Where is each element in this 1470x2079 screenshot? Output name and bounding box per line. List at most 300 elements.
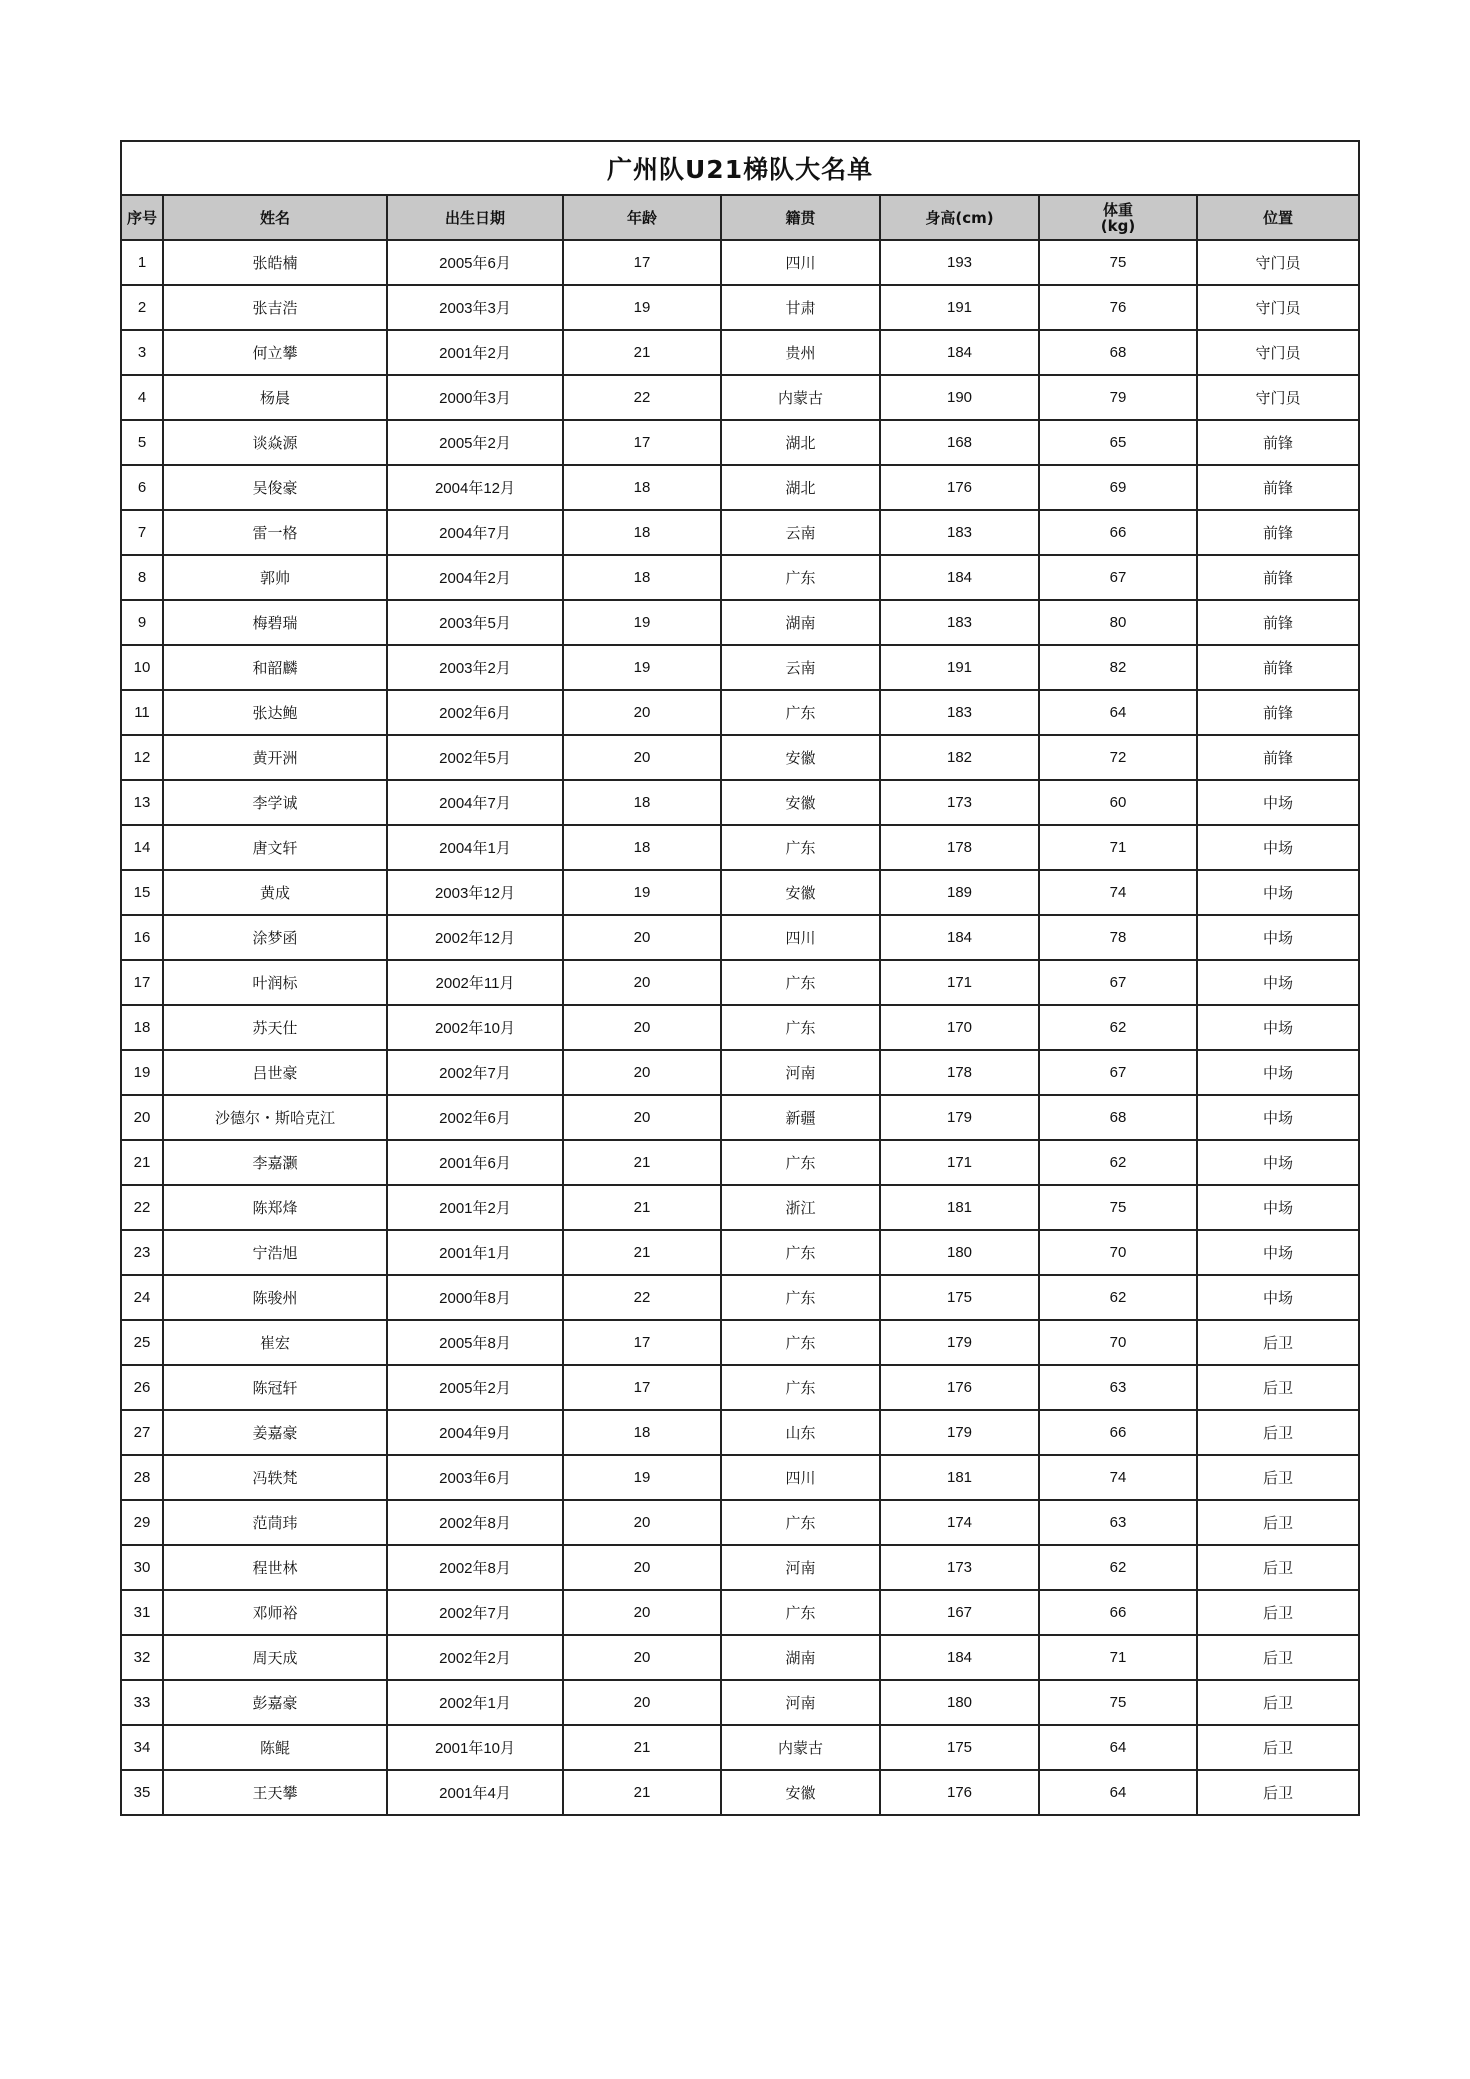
cell-origin: 贵州: [721, 330, 880, 375]
cell-age: 19: [563, 645, 721, 690]
cell-name: 李学诚: [163, 780, 387, 825]
cell-birth: 2003年6月: [387, 1455, 563, 1500]
column-header-birth: 出生日期: [387, 195, 563, 240]
cell-no: 11: [121, 690, 163, 735]
cell-height: 184: [880, 915, 1039, 960]
cell-origin: 安徽: [721, 780, 880, 825]
cell-height: 176: [880, 1770, 1039, 1815]
cell-no: 13: [121, 780, 163, 825]
cell-no: 2: [121, 285, 163, 330]
cell-origin: 河南: [721, 1050, 880, 1095]
cell-weight: 62: [1039, 1140, 1197, 1185]
cell-name: 何立攀: [163, 330, 387, 375]
table-row: [121, 555, 1359, 600]
cell-age: 20: [563, 1545, 721, 1590]
cell-position: 中场: [1197, 870, 1359, 915]
cell-weight: 78: [1039, 915, 1197, 960]
table-row: [121, 1320, 1359, 1365]
cell-weight: 62: [1039, 1545, 1197, 1590]
cell-height: 183: [880, 600, 1039, 645]
cell-height: 178: [880, 825, 1039, 870]
cell-no: 24: [121, 1275, 163, 1320]
cell-no: 18: [121, 1005, 163, 1050]
cell-birth: 2003年12月: [387, 870, 563, 915]
cell-height: 170: [880, 1005, 1039, 1050]
cell-origin: 广东: [721, 1590, 880, 1635]
cell-age: 18: [563, 510, 721, 555]
table-row: [121, 1590, 1359, 1635]
cell-position: 后卫: [1197, 1365, 1359, 1410]
cell-position: 中场: [1197, 1185, 1359, 1230]
cell-position: 中场: [1197, 1095, 1359, 1140]
cell-name: 苏天仕: [163, 1005, 387, 1050]
table-row: [121, 1725, 1359, 1770]
cell-birth: 2002年7月: [387, 1590, 563, 1635]
cell-origin: 广东: [721, 1005, 880, 1050]
cell-no: 17: [121, 960, 163, 1005]
cell-origin: 河南: [721, 1680, 880, 1725]
table-row: [121, 1275, 1359, 1320]
cell-name: 吕世豪: [163, 1050, 387, 1095]
cell-no: 28: [121, 1455, 163, 1500]
cell-age: 22: [563, 1275, 721, 1320]
cell-no: 25: [121, 1320, 163, 1365]
cell-weight: 69: [1039, 465, 1197, 510]
cell-weight: 71: [1039, 825, 1197, 870]
cell-name: 谈焱源: [163, 420, 387, 465]
cell-weight: 64: [1039, 690, 1197, 735]
column-header-position: 位置: [1197, 195, 1359, 240]
cell-birth: 2003年2月: [387, 645, 563, 690]
cell-origin: 云南: [721, 510, 880, 555]
cell-height: 184: [880, 1635, 1039, 1680]
cell-birth: 2003年3月: [387, 285, 563, 330]
cell-birth: 2000年8月: [387, 1275, 563, 1320]
cell-age: 19: [563, 600, 721, 645]
table-row: [121, 1050, 1359, 1095]
table-row: [121, 375, 1359, 420]
cell-origin: 广东: [721, 960, 880, 1005]
cell-age: 19: [563, 870, 721, 915]
table-row: [121, 1095, 1359, 1140]
cell-weight: 75: [1039, 240, 1197, 285]
cell-no: 6: [121, 465, 163, 510]
cell-height: 176: [880, 1365, 1039, 1410]
cell-no: 10: [121, 645, 163, 690]
cell-height: 179: [880, 1320, 1039, 1365]
cell-weight: 67: [1039, 555, 1197, 600]
cell-origin: 四川: [721, 915, 880, 960]
cell-no: 26: [121, 1365, 163, 1410]
cell-height: 180: [880, 1230, 1039, 1275]
cell-weight: 72: [1039, 735, 1197, 780]
column-header-name: 姓名: [163, 195, 387, 240]
cell-position: 后卫: [1197, 1500, 1359, 1545]
cell-position: 中场: [1197, 1005, 1359, 1050]
cell-height: 181: [880, 1455, 1039, 1500]
cell-birth: 2004年2月: [387, 555, 563, 600]
cell-origin: 湖南: [721, 600, 880, 645]
cell-height: 179: [880, 1095, 1039, 1140]
cell-origin: 湖南: [721, 1635, 880, 1680]
cell-height: 179: [880, 1410, 1039, 1455]
cell-position: 中场: [1197, 780, 1359, 825]
cell-weight: 64: [1039, 1770, 1197, 1815]
table-row: [121, 645, 1359, 690]
cell-name: 陈冠轩: [163, 1365, 387, 1410]
cell-age: 17: [563, 420, 721, 465]
cell-position: 后卫: [1197, 1410, 1359, 1455]
cell-origin: 新疆: [721, 1095, 880, 1140]
roster-table: [120, 140, 1360, 1816]
cell-age: 17: [563, 1320, 721, 1365]
title-row: [121, 141, 1359, 195]
cell-weight: 82: [1039, 645, 1197, 690]
cell-origin: 广东: [721, 1365, 880, 1410]
table-row: [121, 1680, 1359, 1725]
cell-name: 陈鲲: [163, 1725, 387, 1770]
cell-no: 19: [121, 1050, 163, 1095]
header-row: [121, 195, 1359, 240]
cell-weight: 66: [1039, 1410, 1197, 1455]
cell-weight: 62: [1039, 1005, 1197, 1050]
cell-name: 郭帅: [163, 555, 387, 600]
cell-name: 张吉浩: [163, 285, 387, 330]
cell-position: 后卫: [1197, 1590, 1359, 1635]
cell-height: 182: [880, 735, 1039, 780]
cell-origin: 湖北: [721, 465, 880, 510]
table-row: [121, 870, 1359, 915]
table-row: [121, 1410, 1359, 1455]
cell-no: 12: [121, 735, 163, 780]
cell-weight: 76: [1039, 285, 1197, 330]
cell-weight: 65: [1039, 420, 1197, 465]
cell-name: 和韶麟: [163, 645, 387, 690]
cell-weight: 80: [1039, 600, 1197, 645]
cell-name: 张达鲍: [163, 690, 387, 735]
cell-weight: 67: [1039, 960, 1197, 1005]
cell-birth: 2002年7月: [387, 1050, 563, 1095]
cell-age: 18: [563, 1410, 721, 1455]
cell-position: 中场: [1197, 1230, 1359, 1275]
table-row: [121, 1140, 1359, 1185]
cell-no: 16: [121, 915, 163, 960]
cell-name: 邓师裕: [163, 1590, 387, 1635]
cell-position: 中场: [1197, 1275, 1359, 1320]
cell-name: 彭嘉豪: [163, 1680, 387, 1725]
cell-birth: 2005年6月: [387, 240, 563, 285]
cell-birth: 2005年2月: [387, 1365, 563, 1410]
cell-weight: 66: [1039, 510, 1197, 555]
cell-origin: 云南: [721, 645, 880, 690]
cell-age: 21: [563, 1185, 721, 1230]
table-row: [121, 240, 1359, 285]
table-row: [121, 600, 1359, 645]
cell-position: 守门员: [1197, 330, 1359, 375]
cell-position: 守门员: [1197, 285, 1359, 330]
cell-age: 18: [563, 555, 721, 600]
cell-name: 吴俊豪: [163, 465, 387, 510]
cell-name: 黄开洲: [163, 735, 387, 780]
cell-origin: 广东: [721, 1320, 880, 1365]
cell-position: 中场: [1197, 825, 1359, 870]
cell-weight: 70: [1039, 1320, 1197, 1365]
table-title: 广州队U21梯队大名单: [121, 141, 1359, 195]
cell-birth: 2002年2月: [387, 1635, 563, 1680]
cell-origin: 广东: [721, 1140, 880, 1185]
column-header-no: 序号: [121, 195, 163, 240]
cell-no: 31: [121, 1590, 163, 1635]
table-row: [121, 1500, 1359, 1545]
cell-no: 29: [121, 1500, 163, 1545]
cell-birth: 2004年12月: [387, 465, 563, 510]
cell-height: 173: [880, 1545, 1039, 1590]
cell-origin: 广东: [721, 825, 880, 870]
cell-birth: 2002年8月: [387, 1545, 563, 1590]
cell-age: 19: [563, 1455, 721, 1500]
cell-origin: 广东: [721, 690, 880, 735]
cell-origin: 安徽: [721, 1770, 880, 1815]
cell-no: 5: [121, 420, 163, 465]
cell-position: 后卫: [1197, 1725, 1359, 1770]
cell-position: 前锋: [1197, 465, 1359, 510]
cell-age: 21: [563, 1230, 721, 1275]
table-row: [121, 915, 1359, 960]
cell-height: 173: [880, 780, 1039, 825]
cell-age: 20: [563, 1050, 721, 1095]
cell-no: 9: [121, 600, 163, 645]
cell-birth: 2002年6月: [387, 690, 563, 735]
cell-no: 21: [121, 1140, 163, 1185]
cell-birth: 2002年12月: [387, 915, 563, 960]
cell-position: 前锋: [1197, 420, 1359, 465]
table-row: [121, 1365, 1359, 1410]
cell-no: 14: [121, 825, 163, 870]
cell-height: 167: [880, 1590, 1039, 1635]
cell-height: 191: [880, 285, 1039, 330]
cell-name: 杨晨: [163, 375, 387, 420]
cell-weight: 64: [1039, 1725, 1197, 1770]
cell-height: 183: [880, 690, 1039, 735]
cell-height: 189: [880, 870, 1039, 915]
cell-age: 22: [563, 375, 721, 420]
cell-age: 20: [563, 1590, 721, 1635]
cell-position: 中场: [1197, 915, 1359, 960]
cell-name: 陈郑烽: [163, 1185, 387, 1230]
cell-height: 175: [880, 1725, 1039, 1770]
table-row: [121, 1770, 1359, 1815]
cell-height: 175: [880, 1275, 1039, 1320]
cell-age: 20: [563, 1005, 721, 1050]
column-header-origin: 籍贯: [721, 195, 880, 240]
cell-birth: 2002年5月: [387, 735, 563, 780]
cell-age: 17: [563, 1365, 721, 1410]
cell-age: 20: [563, 1500, 721, 1545]
table-row: [121, 1230, 1359, 1275]
table-row: [121, 780, 1359, 825]
cell-age: 20: [563, 1095, 721, 1140]
cell-name: 张皓楠: [163, 240, 387, 285]
cell-birth: 2003年5月: [387, 600, 563, 645]
cell-birth: 2005年8月: [387, 1320, 563, 1365]
cell-no: 32: [121, 1635, 163, 1680]
column-header-weight: 体重 (kg): [1039, 195, 1197, 240]
table-row: [121, 420, 1359, 465]
cell-origin: 河南: [721, 1545, 880, 1590]
cell-age: 20: [563, 1635, 721, 1680]
cell-no: 8: [121, 555, 163, 600]
cell-origin: 四川: [721, 1455, 880, 1500]
cell-birth: 2002年8月: [387, 1500, 563, 1545]
table-row: [121, 1545, 1359, 1590]
cell-birth: 2004年7月: [387, 510, 563, 555]
cell-birth: 2002年10月: [387, 1005, 563, 1050]
cell-birth: 2004年1月: [387, 825, 563, 870]
cell-no: 1: [121, 240, 163, 285]
cell-weight: 79: [1039, 375, 1197, 420]
cell-age: 18: [563, 780, 721, 825]
cell-position: 前锋: [1197, 510, 1359, 555]
cell-no: 15: [121, 870, 163, 915]
cell-name: 崔宏: [163, 1320, 387, 1365]
table-row: [121, 330, 1359, 375]
cell-name: 陈骏州: [163, 1275, 387, 1320]
cell-height: 193: [880, 240, 1039, 285]
cell-weight: 62: [1039, 1275, 1197, 1320]
cell-position: 后卫: [1197, 1635, 1359, 1680]
cell-height: 181: [880, 1185, 1039, 1230]
cell-birth: 2000年3月: [387, 375, 563, 420]
cell-position: 守门员: [1197, 375, 1359, 420]
cell-age: 20: [563, 735, 721, 780]
cell-no: 35: [121, 1770, 163, 1815]
cell-position: 后卫: [1197, 1545, 1359, 1590]
cell-origin: 广东: [721, 1275, 880, 1320]
cell-height: 190: [880, 375, 1039, 420]
table-row: [121, 465, 1359, 510]
cell-birth: 2005年2月: [387, 420, 563, 465]
cell-age: 21: [563, 330, 721, 375]
cell-no: 23: [121, 1230, 163, 1275]
cell-height: 184: [880, 330, 1039, 375]
column-header-age: 年龄: [563, 195, 721, 240]
cell-no: 22: [121, 1185, 163, 1230]
cell-position: 后卫: [1197, 1680, 1359, 1725]
cell-birth: 2002年11月: [387, 960, 563, 1005]
cell-position: 前锋: [1197, 735, 1359, 780]
cell-birth: 2001年6月: [387, 1140, 563, 1185]
cell-origin: 山东: [721, 1410, 880, 1455]
cell-weight: 66: [1039, 1590, 1197, 1635]
cell-name: 李嘉灏: [163, 1140, 387, 1185]
cell-height: 180: [880, 1680, 1039, 1725]
cell-position: 后卫: [1197, 1455, 1359, 1500]
cell-origin: 内蒙古: [721, 375, 880, 420]
cell-position: 前锋: [1197, 555, 1359, 600]
cell-weight: 63: [1039, 1500, 1197, 1545]
cell-age: 20: [563, 960, 721, 1005]
cell-weight: 68: [1039, 1095, 1197, 1140]
cell-birth: 2001年2月: [387, 330, 563, 375]
roster-body: [121, 240, 1359, 1815]
cell-age: 19: [563, 285, 721, 330]
cell-position: 后卫: [1197, 1320, 1359, 1365]
cell-birth: 2001年2月: [387, 1185, 563, 1230]
cell-birth: 2002年1月: [387, 1680, 563, 1725]
table-row: [121, 1455, 1359, 1500]
cell-name: 姜嘉豪: [163, 1410, 387, 1455]
cell-height: 183: [880, 510, 1039, 555]
cell-position: 前锋: [1197, 645, 1359, 690]
cell-birth: 2004年7月: [387, 780, 563, 825]
table-row: [121, 510, 1359, 555]
cell-name: 唐文轩: [163, 825, 387, 870]
cell-position: 前锋: [1197, 690, 1359, 735]
cell-no: 27: [121, 1410, 163, 1455]
cell-origin: 广东: [721, 555, 880, 600]
cell-position: 中场: [1197, 960, 1359, 1005]
cell-name: 涂梦函: [163, 915, 387, 960]
cell-position: 后卫: [1197, 1770, 1359, 1815]
cell-weight: 68: [1039, 330, 1197, 375]
cell-height: 174: [880, 1500, 1039, 1545]
cell-birth: 2004年9月: [387, 1410, 563, 1455]
cell-name: 冯轶梵: [163, 1455, 387, 1500]
cell-origin: 广东: [721, 1500, 880, 1545]
cell-name: 叶润标: [163, 960, 387, 1005]
cell-origin: 安徽: [721, 735, 880, 780]
cell-name: 周天成: [163, 1635, 387, 1680]
cell-position: 守门员: [1197, 240, 1359, 285]
cell-birth: 2001年10月: [387, 1725, 563, 1770]
cell-no: 3: [121, 330, 163, 375]
cell-position: 中场: [1197, 1050, 1359, 1095]
cell-name: 沙德尔・斯哈克江: [163, 1095, 387, 1140]
cell-no: 33: [121, 1680, 163, 1725]
cell-name: 雷一格: [163, 510, 387, 555]
cell-birth: 2002年6月: [387, 1095, 563, 1140]
cell-weight: 75: [1039, 1680, 1197, 1725]
table-row: [121, 285, 1359, 330]
cell-name: 黄成: [163, 870, 387, 915]
column-header-height: 身高(cm): [880, 195, 1039, 240]
table-row: [121, 1185, 1359, 1230]
cell-name: 王天攀: [163, 1770, 387, 1815]
cell-origin: 四川: [721, 240, 880, 285]
cell-position: 前锋: [1197, 600, 1359, 645]
cell-birth: 2001年1月: [387, 1230, 563, 1275]
cell-weight: 74: [1039, 1455, 1197, 1500]
table-row: [121, 735, 1359, 780]
cell-no: 34: [121, 1725, 163, 1770]
cell-height: 178: [880, 1050, 1039, 1095]
cell-name: 梅碧瑞: [163, 600, 387, 645]
cell-height: 171: [880, 960, 1039, 1005]
cell-name: 范茼玮: [163, 1500, 387, 1545]
cell-origin: 甘肃: [721, 285, 880, 330]
table-row: [121, 1635, 1359, 1680]
cell-birth: 2001年4月: [387, 1770, 563, 1815]
cell-height: 168: [880, 420, 1039, 465]
cell-weight: 71: [1039, 1635, 1197, 1680]
cell-no: 30: [121, 1545, 163, 1590]
table-row: [121, 1005, 1359, 1050]
cell-no: 20: [121, 1095, 163, 1140]
cell-age: 21: [563, 1140, 721, 1185]
cell-name: 程世林: [163, 1545, 387, 1590]
table-row: [121, 825, 1359, 870]
cell-height: 184: [880, 555, 1039, 600]
